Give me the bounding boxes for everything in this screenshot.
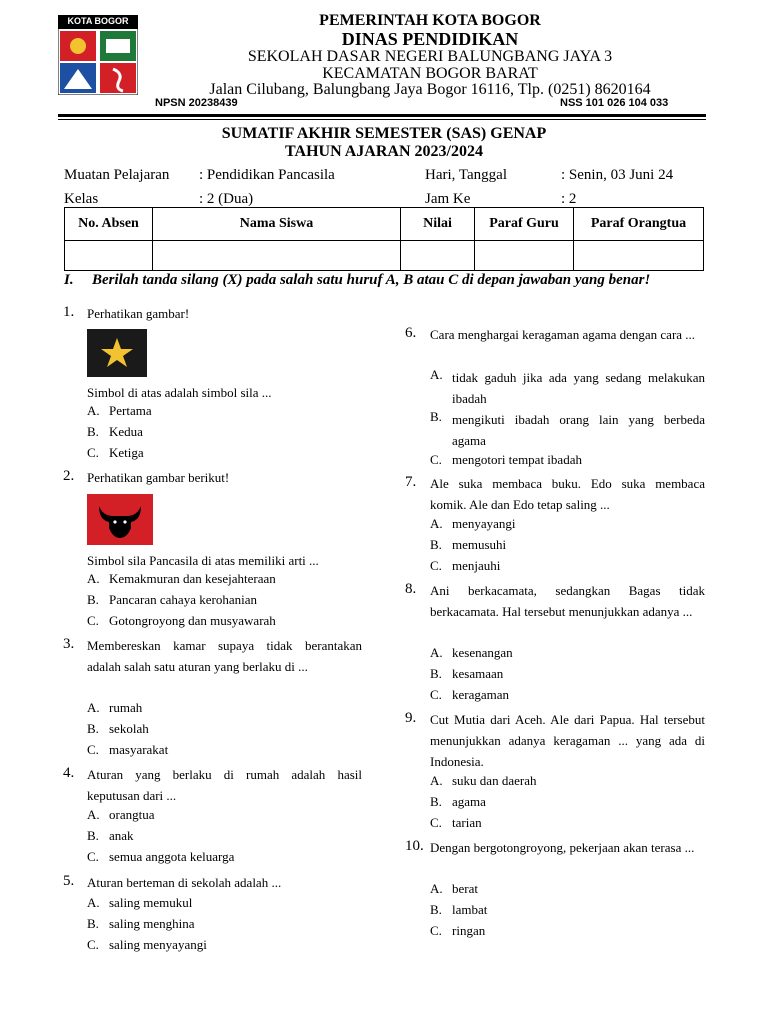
cell-no-absen[interactable] bbox=[65, 241, 153, 271]
option-text: agama bbox=[452, 794, 486, 809]
option-letter: B. bbox=[87, 916, 99, 931]
option-letter: B. bbox=[430, 409, 442, 424]
option-text: mengikuti ibadah orang lain yang berbeda agama bbox=[452, 412, 705, 448]
question-text: Perhatikan gambar! bbox=[87, 306, 190, 321]
question-number: 9. bbox=[405, 710, 417, 726]
option-letter: A. bbox=[430, 881, 443, 896]
option-a[interactable] bbox=[87, 571, 362, 591]
option-text: kesamaan bbox=[452, 666, 504, 681]
option-text: lambat bbox=[452, 902, 488, 917]
hour-label: Jam Ke bbox=[425, 191, 471, 207]
option-text: Kemakmuran dan kesejahteraan bbox=[109, 571, 276, 586]
option-letter: C. bbox=[87, 445, 99, 460]
option-letter: B. bbox=[430, 666, 442, 681]
option-text: Ketiga bbox=[109, 445, 144, 460]
option-c[interactable] bbox=[87, 937, 362, 957]
star-symbol-image bbox=[87, 329, 147, 377]
bull-symbol-image bbox=[87, 494, 153, 545]
option-text: tarian bbox=[452, 815, 482, 830]
option-letter: B. bbox=[87, 592, 99, 607]
option-letter: A. bbox=[430, 773, 443, 788]
npsn: NPSN 20238439 bbox=[155, 97, 238, 109]
question-number: 6. bbox=[405, 325, 417, 341]
option-letter: B. bbox=[87, 721, 99, 736]
option-b[interactable] bbox=[430, 902, 705, 922]
question-text: Aturan berteman di sekolah adalah ... bbox=[87, 875, 282, 890]
option-a[interactable] bbox=[87, 700, 362, 720]
option-text: saling memukul bbox=[109, 895, 193, 910]
option-b[interactable] bbox=[430, 666, 705, 686]
cell-nama-siswa[interactable] bbox=[153, 241, 401, 271]
question-text: Ani berkacamata, sedangkan Bagas tidak berkacamata. Hal tersebut menunjukkan adanya ... bbox=[430, 583, 705, 619]
option-letter: A. bbox=[430, 367, 443, 382]
question-number: 2. bbox=[63, 468, 75, 484]
option-letter: A. bbox=[430, 516, 443, 531]
option-a[interactable] bbox=[430, 516, 705, 536]
option-letter: A. bbox=[87, 403, 100, 418]
option-c[interactable] bbox=[87, 445, 362, 465]
col-no-absen: No. Absen bbox=[65, 208, 153, 241]
header-rule-thin bbox=[58, 119, 706, 120]
option-text: semua anggota keluarga bbox=[109, 849, 235, 864]
option-text: anak bbox=[109, 828, 134, 843]
option-a[interactable] bbox=[430, 367, 705, 409]
instruction-number: I. bbox=[64, 272, 74, 288]
option-b[interactable] bbox=[430, 794, 705, 814]
option-a[interactable] bbox=[430, 773, 705, 793]
question-text: Aturan yang berlaku di rumah adalah hasil keputusan dari ... bbox=[87, 767, 362, 803]
question-text-after: Simbol di atas adalah simbol sila ... bbox=[87, 385, 272, 400]
hour-value: : 2 bbox=[561, 191, 577, 207]
question-text: Membereskan kamar supaya tidak berantakan adalah salah satu aturan yang berlaku di ... bbox=[87, 638, 362, 674]
option-c[interactable] bbox=[430, 923, 705, 943]
option-text: menyayangi bbox=[452, 516, 516, 531]
option-text: berat bbox=[452, 881, 478, 896]
option-text: rumah bbox=[109, 700, 143, 715]
header-rule-thick bbox=[58, 114, 706, 117]
option-a[interactable] bbox=[430, 645, 705, 665]
question-number: 3. bbox=[63, 636, 75, 652]
option-b[interactable] bbox=[430, 537, 705, 557]
option-text: Kedua bbox=[109, 424, 143, 439]
option-a[interactable] bbox=[87, 895, 362, 915]
option-a[interactable] bbox=[430, 881, 705, 901]
question-number: 5. bbox=[63, 873, 75, 889]
question-number: 1. bbox=[63, 304, 75, 320]
question-text: Ale suka membaca buku. Edo suka membaca komik. Ale dan Edo tetap saling ... bbox=[430, 476, 705, 512]
option-text: menjauhi bbox=[452, 558, 501, 573]
option-letter: C. bbox=[87, 613, 99, 628]
option-a[interactable] bbox=[87, 807, 362, 827]
school-name: SEKOLAH DASAR NEGERI BALUNGBANG JAYA 3 bbox=[247, 48, 613, 65]
option-letter: A. bbox=[430, 645, 443, 660]
option-letter: A. bbox=[87, 895, 100, 910]
question-text: Perhatikan gambar berikut! bbox=[87, 470, 230, 485]
option-c[interactable] bbox=[430, 687, 705, 707]
option-letter: B. bbox=[430, 537, 442, 552]
cell-nilai[interactable] bbox=[401, 241, 475, 271]
option-text: saling menyayangi bbox=[109, 937, 207, 952]
option-letter: B. bbox=[87, 828, 99, 843]
cell-paraf-orangtua[interactable] bbox=[574, 241, 704, 271]
option-letter: B. bbox=[87, 424, 99, 439]
option-a[interactable] bbox=[87, 403, 362, 423]
col-paraf-guru: Paraf Guru bbox=[475, 208, 574, 241]
option-b[interactable] bbox=[87, 721, 362, 741]
exam-year: TAHUN AJARAN 2023/2024 bbox=[285, 143, 483, 160]
option-c[interactable] bbox=[87, 742, 362, 762]
subject-label: Muatan Pelajaran bbox=[64, 167, 170, 183]
bull-head-icon bbox=[87, 494, 153, 545]
student-table bbox=[64, 207, 704, 271]
option-text: mengotori tempat ibadah bbox=[452, 452, 582, 467]
option-letter: A. bbox=[87, 571, 100, 586]
district-name: KECAMATAN BOGOR BARAT bbox=[322, 65, 538, 82]
option-c[interactable] bbox=[87, 849, 362, 869]
col-nama-siswa: Nama Siswa bbox=[153, 208, 401, 241]
day-value: : Senin, 03 Juni 24 bbox=[561, 167, 674, 183]
option-letter: C. bbox=[430, 452, 442, 467]
exam-title: SUMATIF AKHIR SEMESTER (SAS) GENAP bbox=[221, 125, 547, 142]
option-letter: C. bbox=[430, 687, 442, 702]
option-text: ringan bbox=[452, 923, 486, 938]
city-logo bbox=[58, 15, 138, 95]
option-text: suku dan daerah bbox=[452, 773, 537, 788]
option-letter: A. bbox=[87, 807, 100, 822]
option-letter: C. bbox=[87, 937, 99, 952]
question-text: Cara menghargai keragaman agama dengan cara ... bbox=[430, 327, 696, 342]
option-text: Gotongroyong dan musyawarah bbox=[109, 613, 276, 628]
option-text: Pancaran cahaya kerohanian bbox=[109, 592, 257, 607]
option-text: sekolah bbox=[109, 721, 149, 736]
option-letter: C. bbox=[87, 742, 99, 757]
class-value: : 2 (Dua) bbox=[199, 191, 254, 207]
option-text: saling menghina bbox=[109, 916, 195, 931]
option-text: masyarakat bbox=[109, 742, 169, 757]
col-nilai: Nilai bbox=[401, 208, 475, 241]
class-label: Kelas bbox=[64, 191, 99, 207]
option-text: keragaman bbox=[452, 687, 510, 702]
gov-name: PEMERINTAH KOTA BOGOR bbox=[319, 12, 541, 29]
logo-text: KOTA BOGOR bbox=[67, 16, 129, 26]
option-letter: C. bbox=[430, 558, 442, 573]
option-text: orangtua bbox=[109, 807, 155, 822]
option-c[interactable] bbox=[430, 815, 705, 835]
nss: NSS 101 026 104 033 bbox=[560, 97, 669, 109]
school-address: Jalan Cilubang, Balungbang Jaya Bogor 16116, Tlp. (0251) 8620164 bbox=[209, 81, 651, 98]
col-paraf-orangtua: Paraf Orangtua bbox=[574, 208, 704, 241]
option-b[interactable] bbox=[87, 828, 362, 848]
question-number: 7. bbox=[405, 474, 417, 490]
question-number: 4. bbox=[63, 765, 75, 781]
question-text: Dengan bergotongroyong, pekerjaan akan terasa ... bbox=[430, 840, 695, 855]
option-text: tidak gaduh jika ada yang sedang melakukan ibadah bbox=[452, 370, 705, 406]
option-b[interactable] bbox=[87, 916, 362, 936]
option-c[interactable] bbox=[87, 613, 362, 633]
question-number: 8. bbox=[405, 581, 417, 597]
option-letter: C. bbox=[430, 923, 442, 938]
question-number: 10. bbox=[405, 838, 424, 854]
option-c[interactable] bbox=[430, 452, 705, 472]
option-b[interactable] bbox=[87, 424, 362, 444]
option-text: memusuhi bbox=[452, 537, 507, 552]
option-text: Pertama bbox=[109, 403, 152, 418]
day-label: Hari, Tanggal bbox=[425, 167, 507, 183]
cell-paraf-guru[interactable] bbox=[475, 241, 574, 271]
question-text-after: Simbol sila Pancasila di atas memiliki arti ... bbox=[87, 553, 319, 568]
option-b[interactable] bbox=[430, 409, 705, 451]
option-letter: C. bbox=[87, 849, 99, 864]
star-icon bbox=[87, 329, 147, 377]
option-letter: B. bbox=[430, 794, 442, 809]
subject-value: : Pendidikan Pancasila bbox=[199, 167, 335, 183]
option-text: kesenangan bbox=[452, 645, 513, 660]
instruction-text: Berilah tanda silang (X) pada salah satu huruf A, B atau C di depan jawaban yang benar! bbox=[92, 272, 651, 288]
dept-name: DINAS PENDIDIKAN bbox=[341, 29, 519, 49]
option-letter: C. bbox=[430, 815, 442, 830]
option-letter: A. bbox=[87, 700, 100, 715]
option-c[interactable] bbox=[430, 558, 705, 578]
option-b[interactable] bbox=[87, 592, 362, 612]
option-letter: B. bbox=[430, 902, 442, 917]
question-text: Cut Mutia dari Aceh. Ale dari Papua. Hal tersebut menunjukkan adanya keragaman ... yang ada di Indonesia. bbox=[430, 712, 705, 769]
